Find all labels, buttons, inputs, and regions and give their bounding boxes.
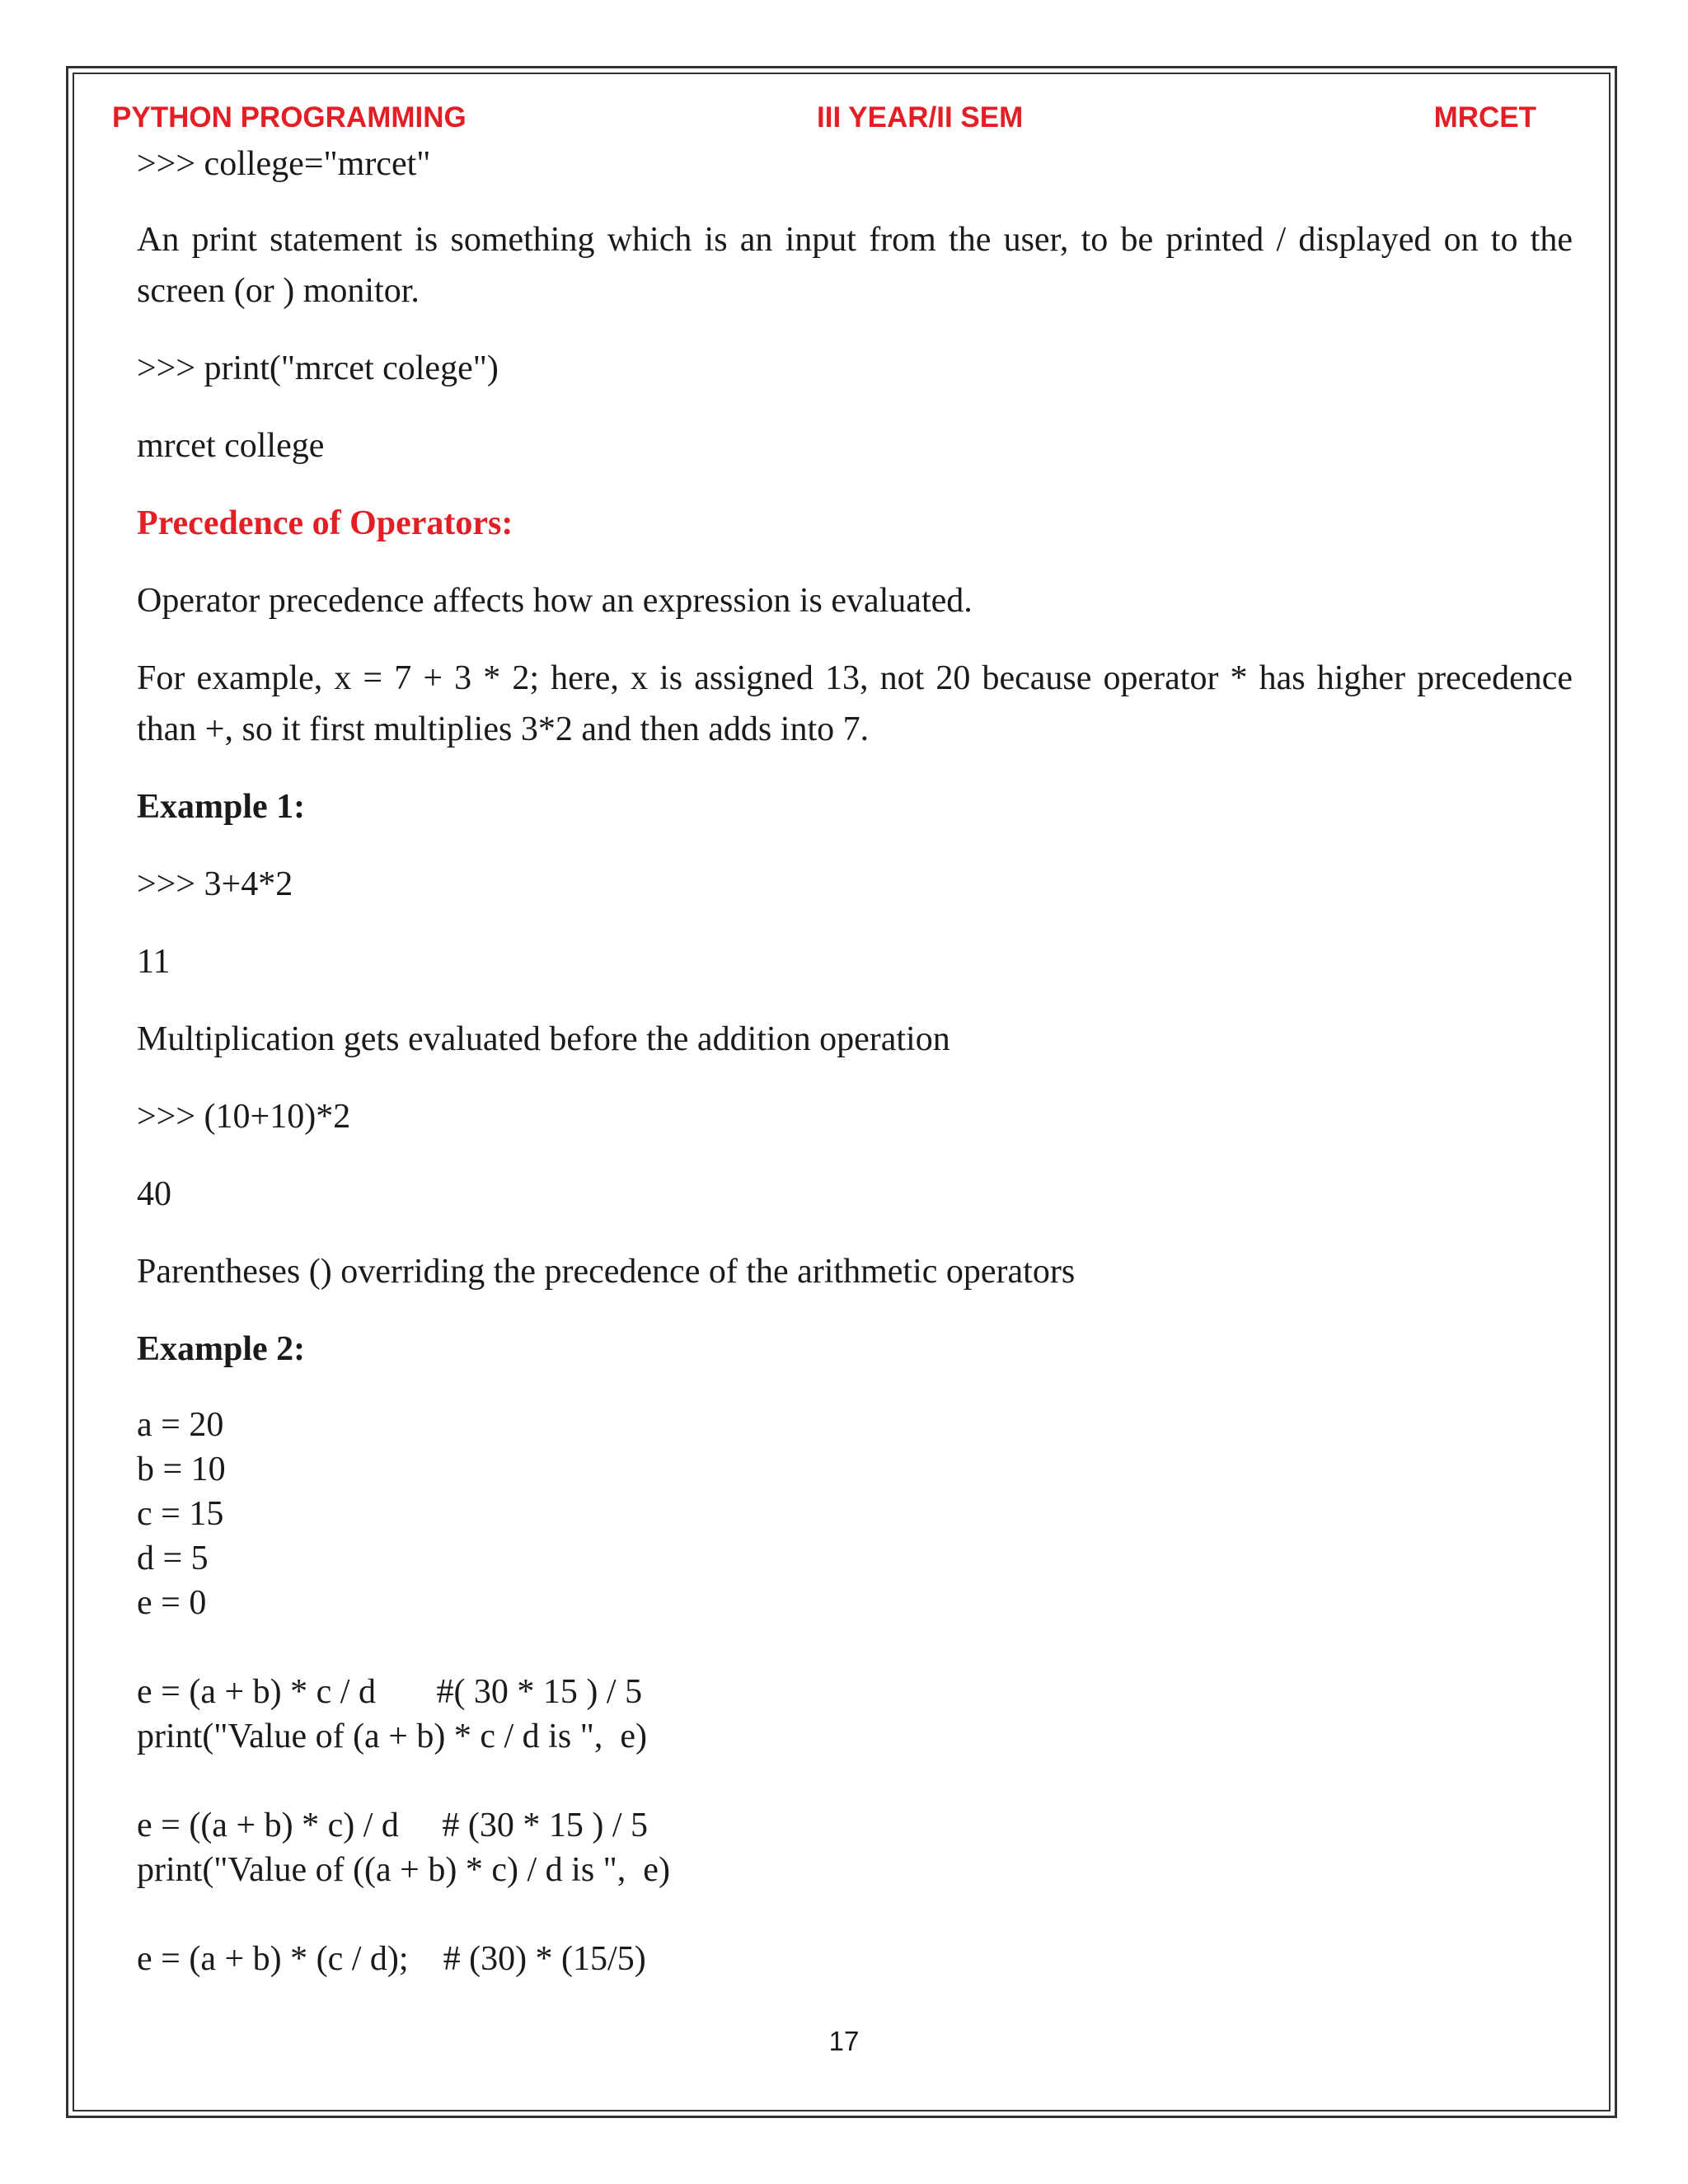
print-statement-description: An print statement is something which is an input from the user, to be printed / displayed on to the screen (or ) monitor.	[137, 221, 1573, 310]
code-line: b = 10	[137, 1451, 226, 1488]
example-2-heading: Example 2:	[137, 1330, 306, 1368]
header-year-semester: III YEAR/II SEM	[817, 101, 1024, 134]
precedence-intro: Operator precedence affects how an expression is evaluated.	[137, 582, 973, 620]
code-line: c = 15	[137, 1495, 224, 1533]
page-content	[137, 138, 1573, 1981]
code-print-output: mrcet college	[137, 427, 325, 465]
example-2-block-1	[137, 1670, 1573, 1759]
example-1-note-1: Multiplication gets evaluated before the addition operation	[137, 1020, 950, 1058]
header-institution: MRCET	[1433, 101, 1536, 134]
precedence-example-text: For example, x = 7 + 3 * 2; here, x is assigned 13, not 20 because operator * has higher precedence than +, so it first multiplies 3*2 and then adds into 7.	[137, 659, 1573, 748]
example-1-command-1: >>> 3+4*2	[137, 865, 293, 903]
example-1-note-2: Parentheses () overriding the precedence of the arithmetic operators	[137, 1253, 1076, 1291]
example-2-variables	[137, 1403, 1573, 1625]
code-line: a = 20	[137, 1406, 224, 1444]
code-line: print("Value of ((a + b) * c) / d is ", e)	[137, 1851, 670, 1889]
code-line: print("Value of (a + b) * c / d is ", e)	[137, 1718, 647, 1755]
example-2-block-3	[137, 1937, 1573, 1981]
example-1-output-2: 40	[137, 1175, 171, 1213]
section-heading-precedence: Precedence of Operators:	[137, 504, 513, 542]
page-number: 17	[828, 2026, 860, 2056]
code-print-command: >>> print("mrcet colege")	[137, 349, 499, 387]
code-line: e = (a + b) * (c / d); # (30) * (15/5)	[137, 1940, 646, 1978]
example-1-command-2: >>> (10+10)*2	[137, 1098, 351, 1136]
example-2-block-2	[137, 1803, 1573, 1892]
code-college-assignment: >>> college="mrcet"	[137, 145, 431, 183]
example-1-output-1: 11	[137, 943, 171, 981]
code-line: e = ((a + b) * c) / d # (30 * 15 ) / 5	[137, 1807, 649, 1844]
page-header	[112, 101, 1536, 141]
example-1-heading: Example 1:	[137, 788, 306, 826]
code-line: e = (a + b) * c / d #( 30 * 15 ) / 5	[137, 1673, 643, 1711]
code-line: d = 5	[137, 1540, 209, 1577]
header-course-title: PYTHON PROGRAMMING	[112, 101, 467, 134]
code-line: e = 0	[137, 1584, 207, 1622]
